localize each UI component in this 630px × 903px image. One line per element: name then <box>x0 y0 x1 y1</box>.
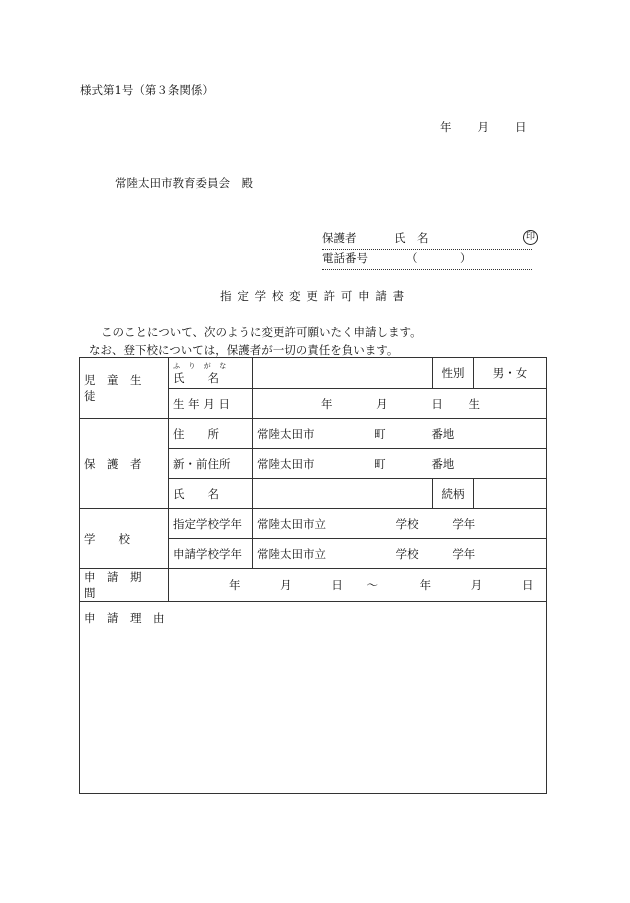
requested-school: 学校 <box>395 546 419 561</box>
designated-school-row <box>80 509 547 539</box>
student-name-row <box>80 358 547 389</box>
furigana-label: ふりがな <box>173 361 235 370</box>
address-input[interactable] <box>253 419 547 449</box>
date-day: 日 <box>515 120 527 134</box>
period-to-month: 月 <box>470 578 483 592</box>
phone-line <box>322 250 532 270</box>
date-month: 月 <box>477 120 489 134</box>
student-name-label-cell <box>169 358 253 389</box>
birth-input[interactable] <box>253 389 547 419</box>
phone-paren-open: （ <box>406 251 418 265</box>
period-from-month: 月 <box>280 578 292 592</box>
requested-school-label: 申請学校学年 <box>169 539 253 569</box>
period-from-year: 年 <box>229 578 241 592</box>
phone-paren-close: ） <box>460 251 472 265</box>
school-category: 学 校 <box>80 509 169 569</box>
designated-school-input[interactable] <box>253 509 547 539</box>
period-input[interactable] <box>169 569 547 602</box>
application-table <box>79 357 547 794</box>
reason-label: 申 請 理 由 <box>84 611 165 625</box>
new-address-city: 常陸太田市 <box>257 456 315 471</box>
guardian-category: 保 護 者 <box>80 419 169 509</box>
period-label: 申 請 期 間 <box>80 569 169 602</box>
address-city: 常陸太田市 <box>257 426 315 441</box>
birth-day: 日 <box>431 396 443 411</box>
new-address-banchi: 番地 <box>431 456 455 471</box>
guardian-address-row <box>80 419 547 449</box>
requested-city: 常陸太田市立 <box>257 546 326 561</box>
guardian-name-label: 氏 名 <box>169 479 253 509</box>
designated-city: 常陸太田市立 <box>257 516 326 531</box>
date-line <box>440 119 527 135</box>
document-title: 指定学校変更許可申請書 <box>220 289 410 303</box>
period-to-year: 年 <box>419 578 432 592</box>
relation-input[interactable] <box>474 479 547 509</box>
intro-line-1: このことについて、次のように変更許可願いたく申請します。 <box>101 325 422 339</box>
new-address-label: 新・前住所 <box>169 449 253 479</box>
address-town: 町 <box>374 426 386 441</box>
signature-block <box>322 230 535 270</box>
reason-row <box>80 602 547 794</box>
form-number: 様式第1号（第３条関係） <box>80 83 214 97</box>
student-name-input[interactable] <box>253 358 433 389</box>
student-category: 児 童 生 徒 <box>80 358 169 419</box>
new-address-town: 町 <box>374 456 386 471</box>
period-from-day: 日 <box>331 578 343 592</box>
birth-label: 生 年 月 日 <box>169 389 253 419</box>
birth-suffix: 生 <box>468 396 480 411</box>
address-label: 住 所 <box>169 419 253 449</box>
birth-year: 年 <box>321 396 333 411</box>
period-to-day: 日 <box>521 578 534 592</box>
seal-mark: 印 <box>523 230 538 245</box>
period-tilde: 〜 <box>366 578 378 592</box>
address-banchi: 番地 <box>431 426 455 441</box>
guardian-name-input[interactable] <box>253 479 433 509</box>
intro-line-2: なお、登下校については，保護者が一切の責任を負います。 <box>89 343 399 357</box>
requested-grade: 学年 <box>452 546 476 561</box>
reason-input[interactable] <box>80 602 547 794</box>
phone-label: 電話番号 <box>322 251 368 265</box>
student-name-label: 氏 名 <box>173 370 219 385</box>
designated-grade: 学年 <box>452 516 476 531</box>
relation-label: 続柄 <box>433 479 474 509</box>
addressee: 常陸太田市教育委員会 殿 <box>115 176 253 190</box>
name-label: 氏 名 <box>394 231 429 245</box>
guardian-label: 保護者 <box>322 231 357 245</box>
period-row <box>80 569 547 602</box>
new-address-input[interactable] <box>253 449 547 479</box>
gender-label: 性別 <box>433 358 474 389</box>
designated-school-label: 指定学校学年 <box>169 509 253 539</box>
requested-school-input[interactable] <box>253 539 547 569</box>
designated-school: 学校 <box>395 516 419 531</box>
gender-value[interactable]: 男・女 <box>474 358 547 389</box>
guardian-name-line <box>322 230 535 250</box>
birth-month: 月 <box>376 396 388 411</box>
date-year: 年 <box>440 120 452 134</box>
